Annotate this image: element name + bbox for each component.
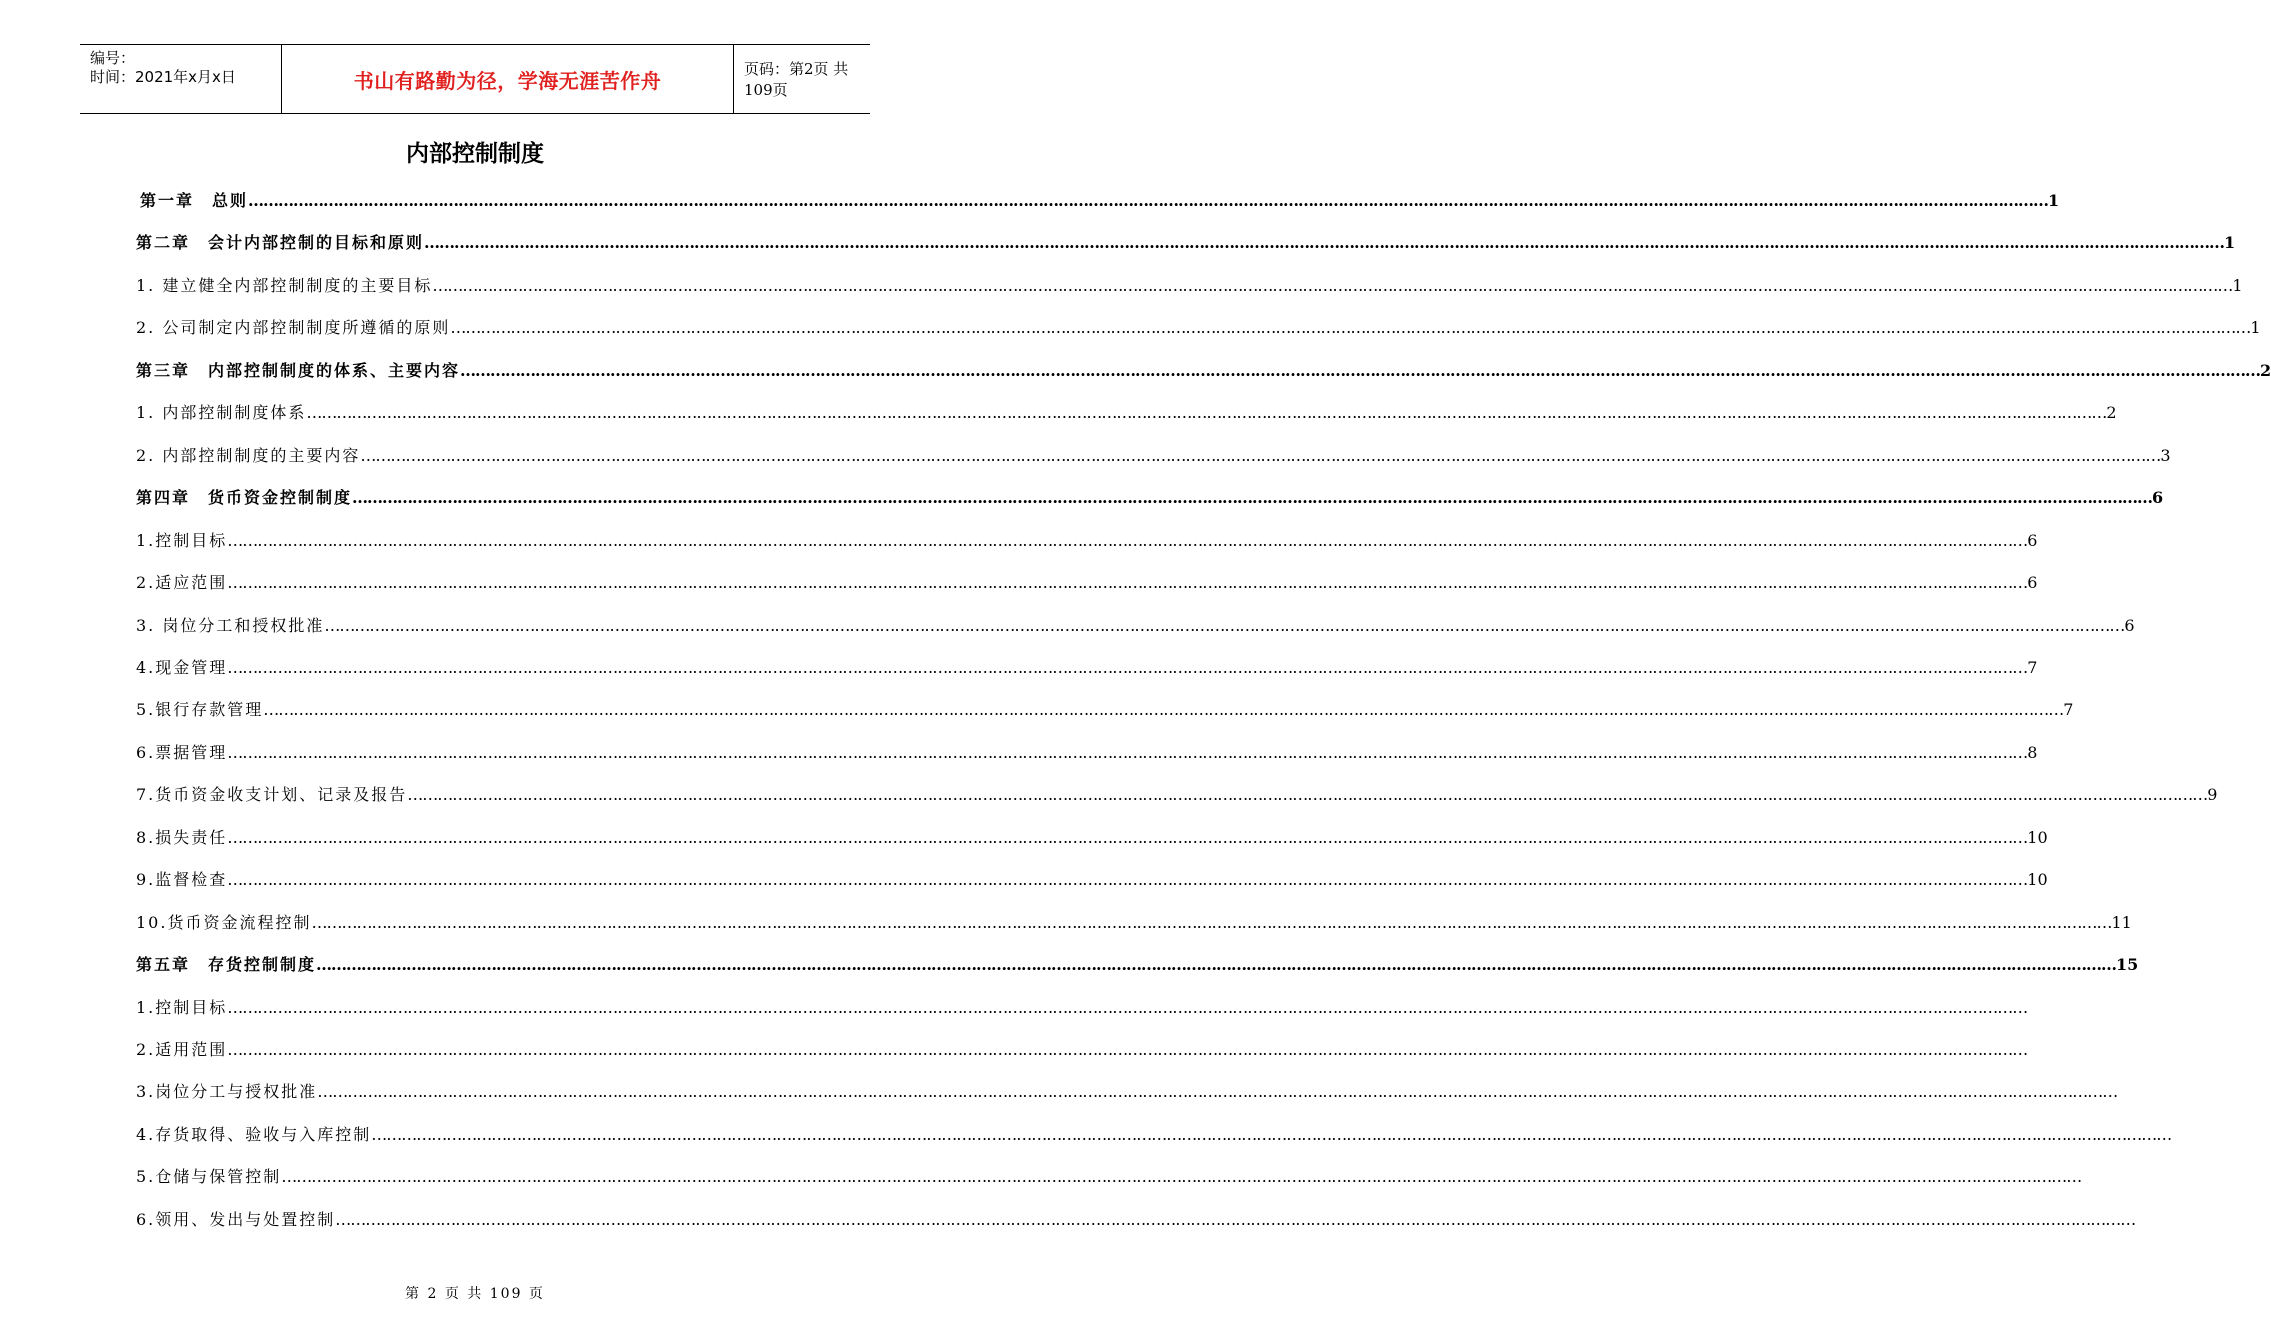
toc-entry[interactable] <box>136 1037 2028 1063</box>
toc-leader-dots: ……………………………………………………………………………………………………………………………………………………………………………………………………………………………………………………………………………………………………………………………… <box>281 1167 2082 1187</box>
toc-leader-dots: ……………………………………………………………………………………………………………………………………………………………………………………………………………………………………………………………………………………………………………………………… <box>227 827 2028 847</box>
toc-entry-label: 1.控制目标 <box>136 530 228 550</box>
header-number-label: 编号： <box>90 49 136 67</box>
toc-entry-label: 第五章 存货控制制度 <box>136 955 317 975</box>
toc-entry[interactable] <box>136 1207 2136 1233</box>
toc-leader-dots: ……………………………………………………………………………………………………………………………………………………………………………………………………………………………………………………………………………………………………………………………… <box>227 657 2028 677</box>
toc-entry[interactable] <box>136 867 2048 893</box>
toc-entry[interactable] <box>136 910 2132 936</box>
toc-entry[interactable] <box>136 655 2038 681</box>
toc-leader-dots: ……………………………………………………………………………………………………………………………………………………………………………………………………………………………………………………………………………………………………………………………… <box>248 191 2049 210</box>
toc-entry-page: 1 <box>2048 191 2060 210</box>
toc-leader-dots: ……………………………………………………………………………………………………………………………………………………………………………………………………………………………………………………………………………………………………………………………… <box>316 955 2117 975</box>
toc-entry-label: 6.票据管理 <box>136 742 228 762</box>
toc-leader-dots: ……………………………………………………………………………………………………………………………………………………………………………………………………………………………………………………………………………………………………………………………… <box>371 1124 2172 1144</box>
header-page-info: 页码：第2页 共109页 <box>744 60 849 99</box>
toc-entry-page: 7 <box>2027 657 2038 677</box>
toc-entry-label: 4.现金管理 <box>136 657 228 677</box>
toc-entry-page: 6 <box>2027 530 2038 550</box>
toc-entry[interactable] <box>136 570 2038 596</box>
toc-leader-dots: ……………………………………………………………………………………………………………………………………………………………………………………………………………………………………………………………………………………………………………………………… <box>317 1082 2118 1102</box>
toc-leader-dots: ……………………………………………………………………………………………………………………………………………………………………………………………………………………………………………………………………………………………………………………………… <box>460 360 2261 380</box>
toc-entry-page: 1 <box>2224 233 2236 253</box>
toc-entry[interactable] <box>136 315 2261 341</box>
toc-entry-label: 9.监督检查 <box>136 870 228 890</box>
toc-entry[interactable] <box>136 995 2028 1021</box>
toc-entry[interactable] <box>136 740 2038 766</box>
toc-entry-page: 15 <box>2116 955 2139 975</box>
toc-leader-dots: ……………………………………………………………………………………………………………………………………………………………………………………………………………………………………………………………………………………………………………………………… <box>352 488 2153 508</box>
toc-entry-label: 2.适应范围 <box>136 573 228 593</box>
toc-entry-page: 10 <box>2027 827 2048 847</box>
toc-entry-label: 3. 岗位分工和授权批准 <box>136 615 325 635</box>
toc-entry-label: 第四章 货币资金控制制度 <box>136 488 353 508</box>
toc-leader-dots: ……………………………………………………………………………………………………………………………………………………………………………………………………………………………………………………………………………………………………………………………… <box>227 742 2028 762</box>
toc-entry-label: 2. 公司制定内部控制制度所遵循的原则 <box>136 318 451 338</box>
toc-leader-dots: ……………………………………………………………………………………………………………………………………………………………………………………………………………………………………………………………………………………………………………………………… <box>227 997 2028 1017</box>
toc-entry-label: 2. 内部控制制度的主要内容 <box>136 445 361 465</box>
header-motto: 书山有路勤为径，学海无涯苦作舟 <box>282 45 734 113</box>
toc-entry-page: 10 <box>2027 870 2048 890</box>
toc-leader-dots: ……………………………………………………………………………………………………………………………………………………………………………………………………………………………………………………………………………………………………………………………… <box>311 912 2112 932</box>
toc-entry-label: 5.银行存款管理 <box>136 700 264 720</box>
toc-leader-dots: ……………………………………………………………………………………………………………………………………………………………………………………………………………………………………………………………………………………………………………………………… <box>227 530 2028 550</box>
toc-entry[interactable] <box>136 273 2243 299</box>
toc-entry[interactable] <box>136 1164 2082 1190</box>
header-meta <box>80 45 282 113</box>
toc-entry[interactable] <box>136 485 2164 511</box>
toc-entry[interactable] <box>136 952 2139 978</box>
toc-entry-page: 1 <box>2250 318 2261 338</box>
toc-leader-dots: ……………………………………………………………………………………………………………………………………………………………………………………………………………………………………………………………………………………………………………………………… <box>324 615 2125 635</box>
toc-entry-label: 1. 建立健全内部控制制度的主要目标 <box>136 275 433 295</box>
toc-entry-label: 8.损失责任 <box>136 827 228 847</box>
toc-entry-label: 3.岗位分工与授权批准 <box>136 1082 318 1102</box>
toc-entry-page: 8 <box>2027 742 2038 762</box>
toc-entry[interactable] <box>136 613 2135 639</box>
toc-leader-dots: ……………………………………………………………………………………………………………………………………………………………………………………………………………………………………………………………………………………………………………………………… <box>424 233 2225 253</box>
toc-leader-dots: ……………………………………………………………………………………………………………………………………………………………………………………………………………………………………………………………………………………………………………………………… <box>407 785 2208 805</box>
page-header <box>80 44 870 114</box>
toc-entry-page: 11 <box>2111 912 2132 932</box>
toc-entry[interactable] <box>136 528 2038 554</box>
toc-entry[interactable] <box>136 825 2048 851</box>
toc-entry[interactable] <box>136 1079 2118 1105</box>
document-title: 内部控制制度 <box>406 140 544 167</box>
toc-entry-page: 9 <box>2207 785 2218 805</box>
toc-entry[interactable] <box>136 400 2117 426</box>
toc-entry-page: 2 <box>2106 403 2117 423</box>
toc-entry[interactable] <box>136 358 2271 384</box>
toc-leader-dots: ……………………………………………………………………………………………………………………………………………………………………………………………………………………………………………………………………………………………………………………………… <box>227 870 2028 890</box>
toc-entry[interactable] <box>136 230 2236 256</box>
toc-entry-page: 6 <box>2124 615 2135 635</box>
toc-entry-label: 5.仓储与保管控制 <box>136 1167 282 1187</box>
toc-entry[interactable] <box>136 697 2074 723</box>
toc-entry-label: 2.适用范围 <box>136 1040 228 1059</box>
page-footer: 第 2 页 共 109 页 <box>405 1286 545 1302</box>
toc-entry-label: 第一章 总则 <box>140 191 249 210</box>
toc-leader-dots: ……………………………………………………………………………………………………………………………………………………………………………………………………………………………………………………………………………………………………………………………… <box>306 403 2107 423</box>
toc-leader-dots: ……………………………………………………………………………………………………………………………………………………………………………………………………………………………………………………………………………………………………………………………… <box>227 573 2028 593</box>
toc-entry-label: 4.存货取得、验收与入库控制 <box>136 1124 372 1144</box>
toc-entry-label: 第二章 会计内部控制的目标和原则 <box>136 233 425 253</box>
toc-leader-dots: ……………………………………………………………………………………………………………………………………………………………………………………………………………………………………………………………………………………………………………………………… <box>360 445 2161 465</box>
toc-entry-label: 1. 内部控制制度体系 <box>136 403 307 423</box>
toc-entry[interactable] <box>136 443 2171 469</box>
toc-entry-page: 7 <box>2063 700 2074 720</box>
toc-entry-page: 6 <box>2152 488 2164 508</box>
toc-entry-label: 7.货币资金收支计划、记录及报告 <box>136 785 408 805</box>
toc-entry[interactable] <box>136 782 2218 808</box>
toc-entry-page: 3 <box>2160 445 2171 465</box>
toc-entry-label: 10.货币资金流程控制 <box>136 912 312 932</box>
toc-leader-dots: ……………………………………………………………………………………………………………………………………………………………………………………………………………………………………………………………………………………………………………………………… <box>227 1040 2028 1059</box>
toc-entry[interactable] <box>140 188 2060 214</box>
toc-entry-label: 第三章 内部控制制度的体系、主要内容 <box>136 360 461 380</box>
toc-entry[interactable] <box>136 1122 2172 1148</box>
toc-leader-dots: ……………………………………………………………………………………………………………………………………………………………………………………………………………………………………………………………………………………………………………………………… <box>335 1209 2136 1229</box>
toc-entry-page: 1 <box>2232 275 2243 295</box>
toc-entry-page: 6 <box>2027 573 2038 593</box>
toc-entry-label: 1.控制目标 <box>136 997 228 1017</box>
toc-leader-dots: ……………………………………………………………………………………………………………………………………………………………………………………………………………………………………………………………………………………………………………………………… <box>450 318 2251 338</box>
toc-entry-page: 2 <box>2260 360 2271 380</box>
header-time-label: 时间：2021年x月x日 <box>90 68 236 86</box>
toc-leader-dots: ……………………………………………………………………………………………………………………………………………………………………………………………………………………………………………………………………………………………………………………………… <box>432 275 2233 295</box>
toc-entry-label: 6.领用、发出与处置控制 <box>136 1209 336 1229</box>
toc-leader-dots: ……………………………………………………………………………………………………………………………………………………………………………………………………………………………………………………………………………………………………………………………… <box>263 700 2064 720</box>
